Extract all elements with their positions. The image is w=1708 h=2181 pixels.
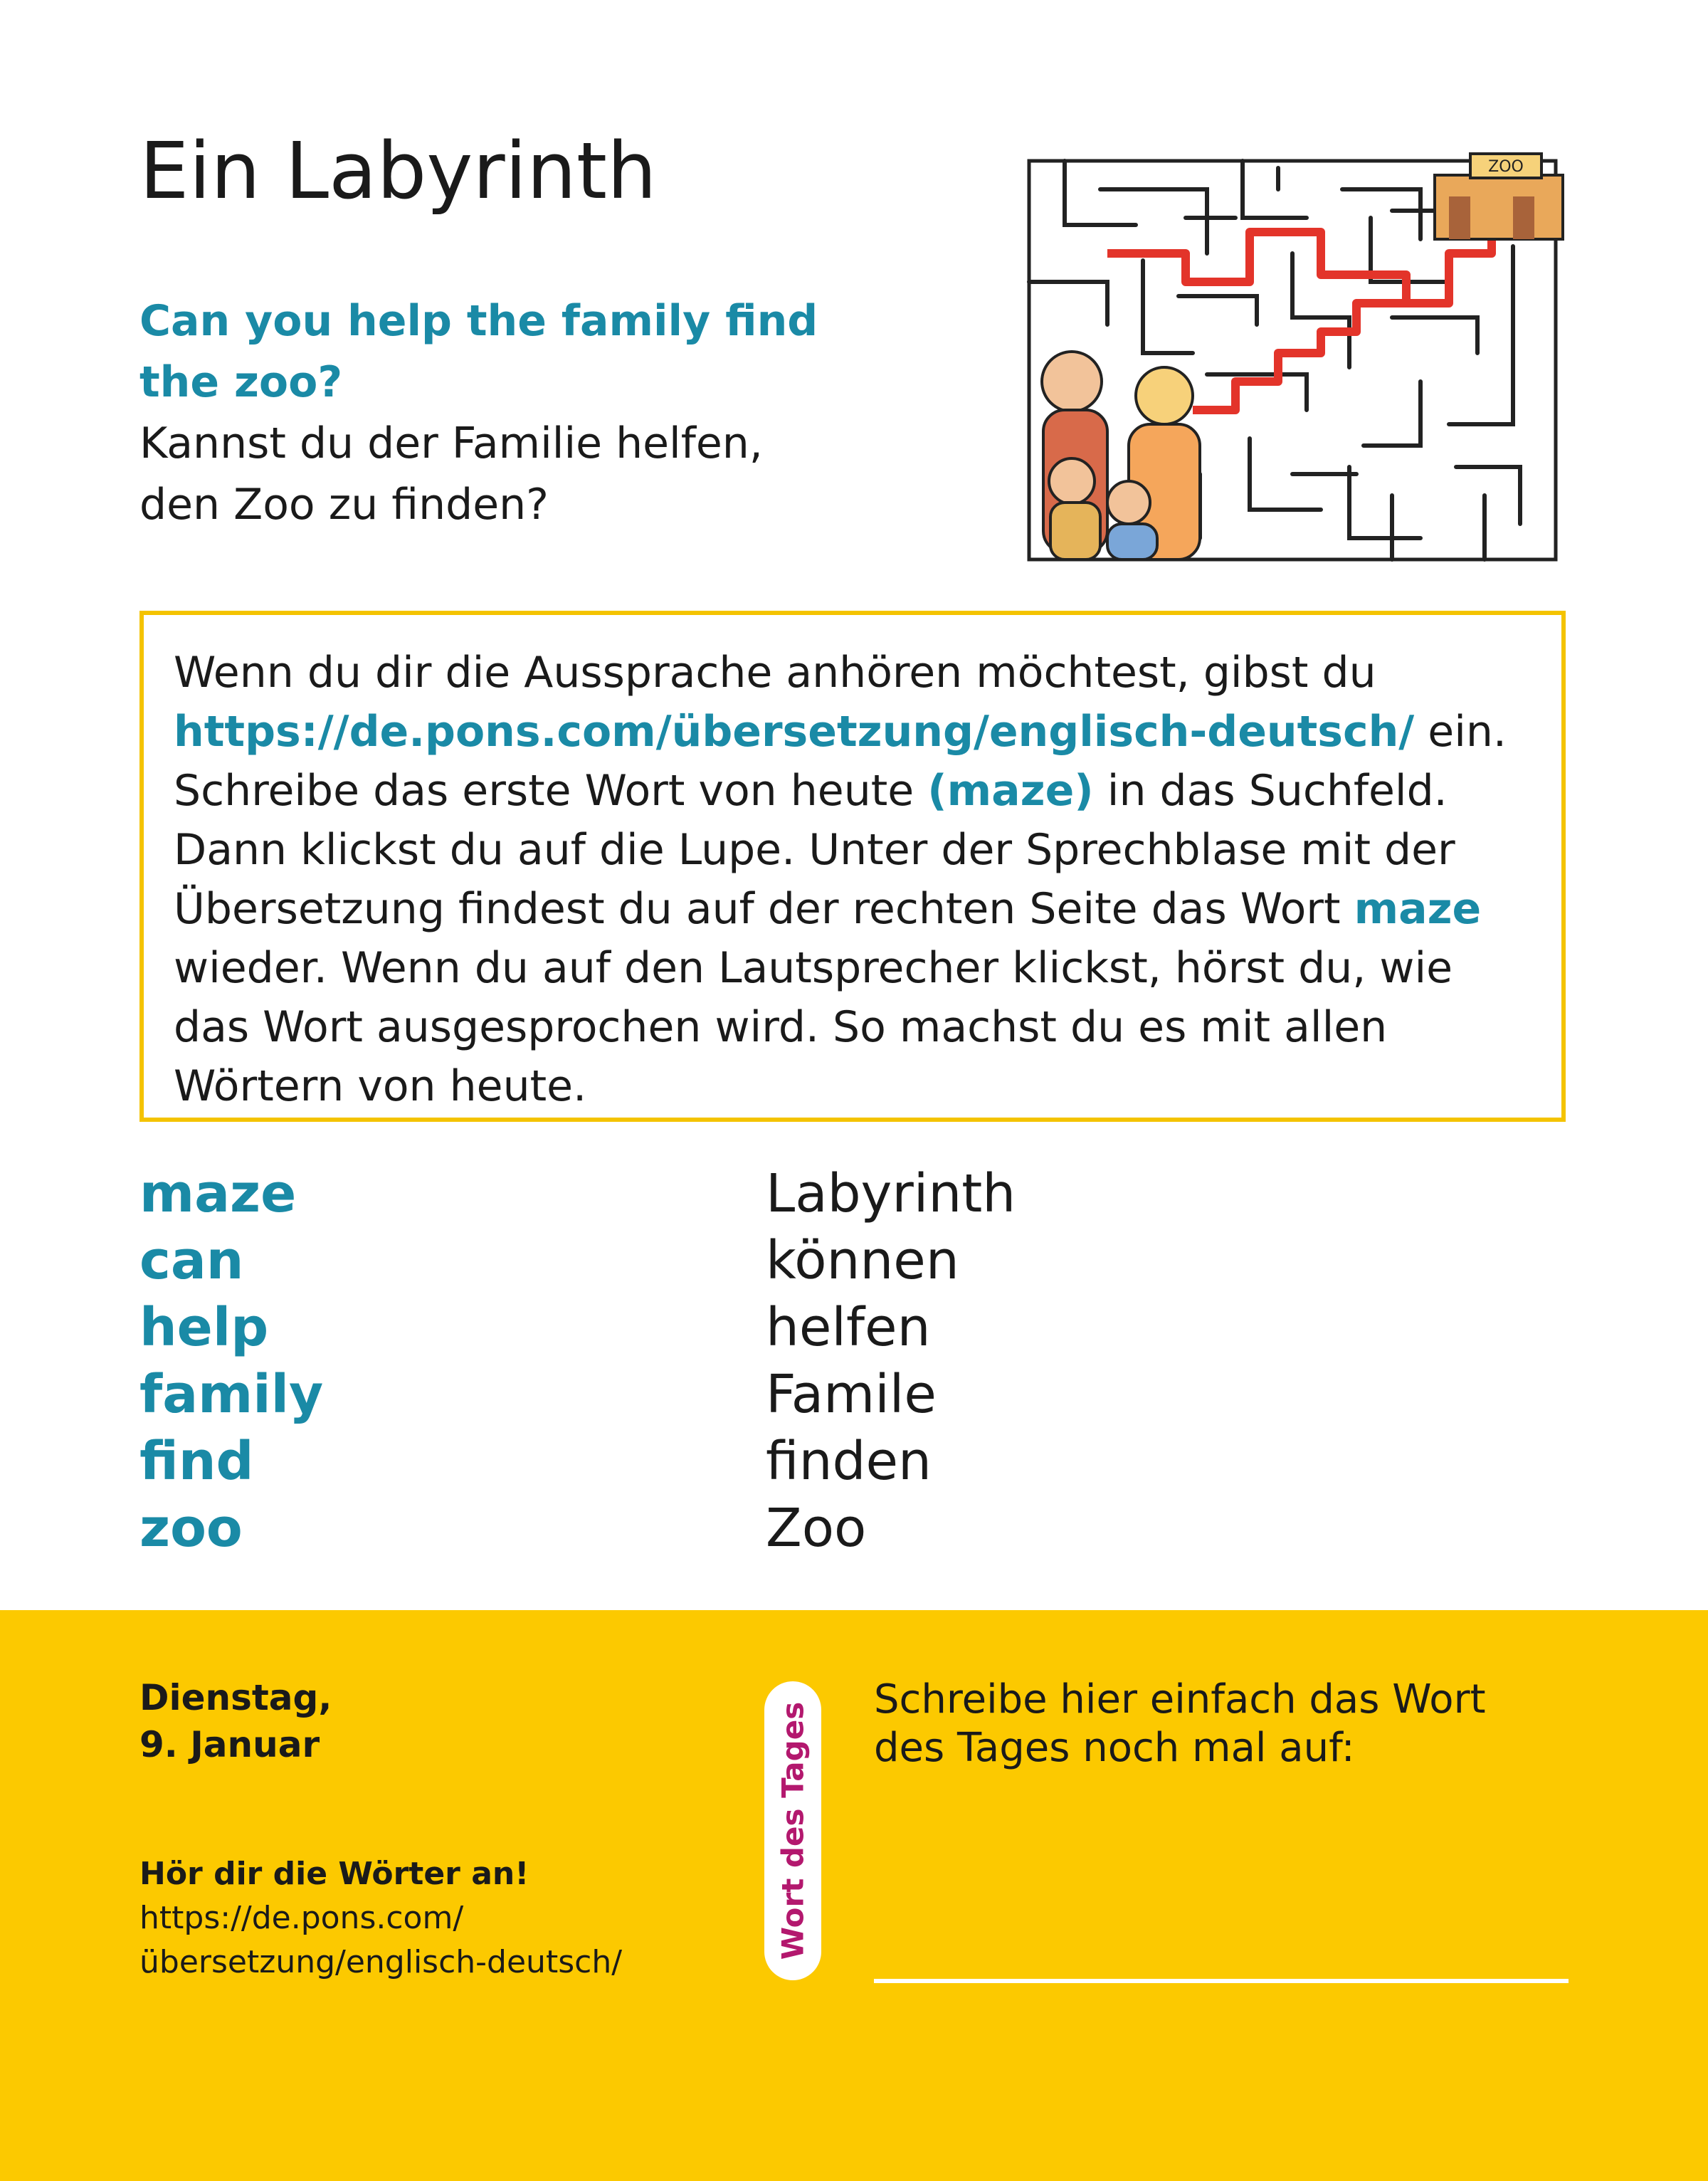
vocab-row: [139, 1294, 1065, 1361]
info-line3-word: (maze): [927, 766, 1094, 816]
weekday: Dienstag,: [139, 1677, 332, 1718]
instruction-box: [139, 611, 1566, 1122]
info-line4: Dann klickst du auf die Lupe. Unter der Sprechblase mit der: [174, 825, 1455, 875]
listen-title: Hör dir die Wörter an!: [139, 1856, 529, 1892]
footer-panel: [0, 1610, 1708, 2181]
question-de-line1: Kannst du der Familie helfen,: [139, 419, 763, 468]
vocab-row: [139, 1160, 1065, 1227]
question-de-line2: den Zoo zu finden?: [139, 480, 549, 530]
info-line3-pre: Schreibe das erste Wort von heute: [174, 766, 928, 816]
vocab-row: [139, 1227, 1065, 1294]
date: 9. Januar: [139, 1724, 320, 1765]
info-line8: Wörtern von heute.: [174, 1061, 587, 1111]
vocab-de: Labyrinth: [766, 1163, 1016, 1224]
info-line7: das Wort ausgesprochen wird. So machst du es mit allen: [174, 1002, 1388, 1052]
question-block: [139, 290, 851, 535]
vocab-de: helfen: [766, 1297, 931, 1358]
info-line5-pre: Übersetzung findest du auf der rechten Seite das Wort: [174, 884, 1354, 934]
listen-block: [139, 1852, 622, 1985]
vocab-en: can: [139, 1230, 244, 1291]
vocab-de: Famile: [766, 1364, 937, 1425]
vocab-de: Zoo: [766, 1498, 867, 1559]
question-en-line2: the zoo?: [139, 357, 343, 407]
write-prompt: [874, 1676, 1571, 1772]
vocab-en: find: [139, 1431, 254, 1492]
write-prompt-line2: des Tages noch mal auf:: [874, 1725, 1355, 1771]
vocab-row: [139, 1361, 1065, 1428]
info-after-url: ein.: [1414, 707, 1507, 757]
zoo-sign-text: ZOO: [1488, 158, 1524, 176]
write-prompt-line1: Schreibe hier einfach das Wort: [874, 1676, 1486, 1723]
pill-label: Wort des Tages: [775, 1701, 811, 1960]
vocab-en: maze: [139, 1163, 297, 1224]
vocab-de: finden: [766, 1431, 932, 1492]
question-en-line1: Can you help the family find: [139, 296, 818, 346]
info-line5-word: maze: [1354, 884, 1482, 934]
write-answer-line[interactable]: [874, 1979, 1569, 1983]
info-line3-post: in das Suchfeld.: [1093, 766, 1448, 816]
vocab-en: zoo: [139, 1498, 243, 1559]
date-block: [139, 1674, 332, 1768]
listen-url-line1[interactable]: https://de.pons.com/: [139, 1900, 464, 1936]
word-of-day-pill: [764, 1681, 821, 2168]
vocab-de: können: [766, 1230, 959, 1291]
page-title: Ein Labyrinth: [139, 125, 657, 216]
info-line6: wieder. Wenn du auf den Lautsprecher klickst, hörst du, wie: [174, 943, 1453, 993]
vocab-en: family: [139, 1364, 324, 1425]
vocabulary-list: [139, 1160, 1065, 1562]
vocab-row: [139, 1428, 1065, 1495]
vocab-en: help: [139, 1297, 269, 1358]
info-line1: Wenn du dir die Aussprache anhören möchtest, gibst du: [174, 648, 1376, 698]
pons-link[interactable]: https://de.pons.com/übersetzung/englisch-deutsch/: [174, 707, 1415, 757]
vocab-row: [139, 1495, 1065, 1562]
listen-url-line2[interactable]: übersetzung/englisch-deutsch/: [139, 1944, 623, 1980]
maze-illustration: [1022, 140, 1570, 567]
